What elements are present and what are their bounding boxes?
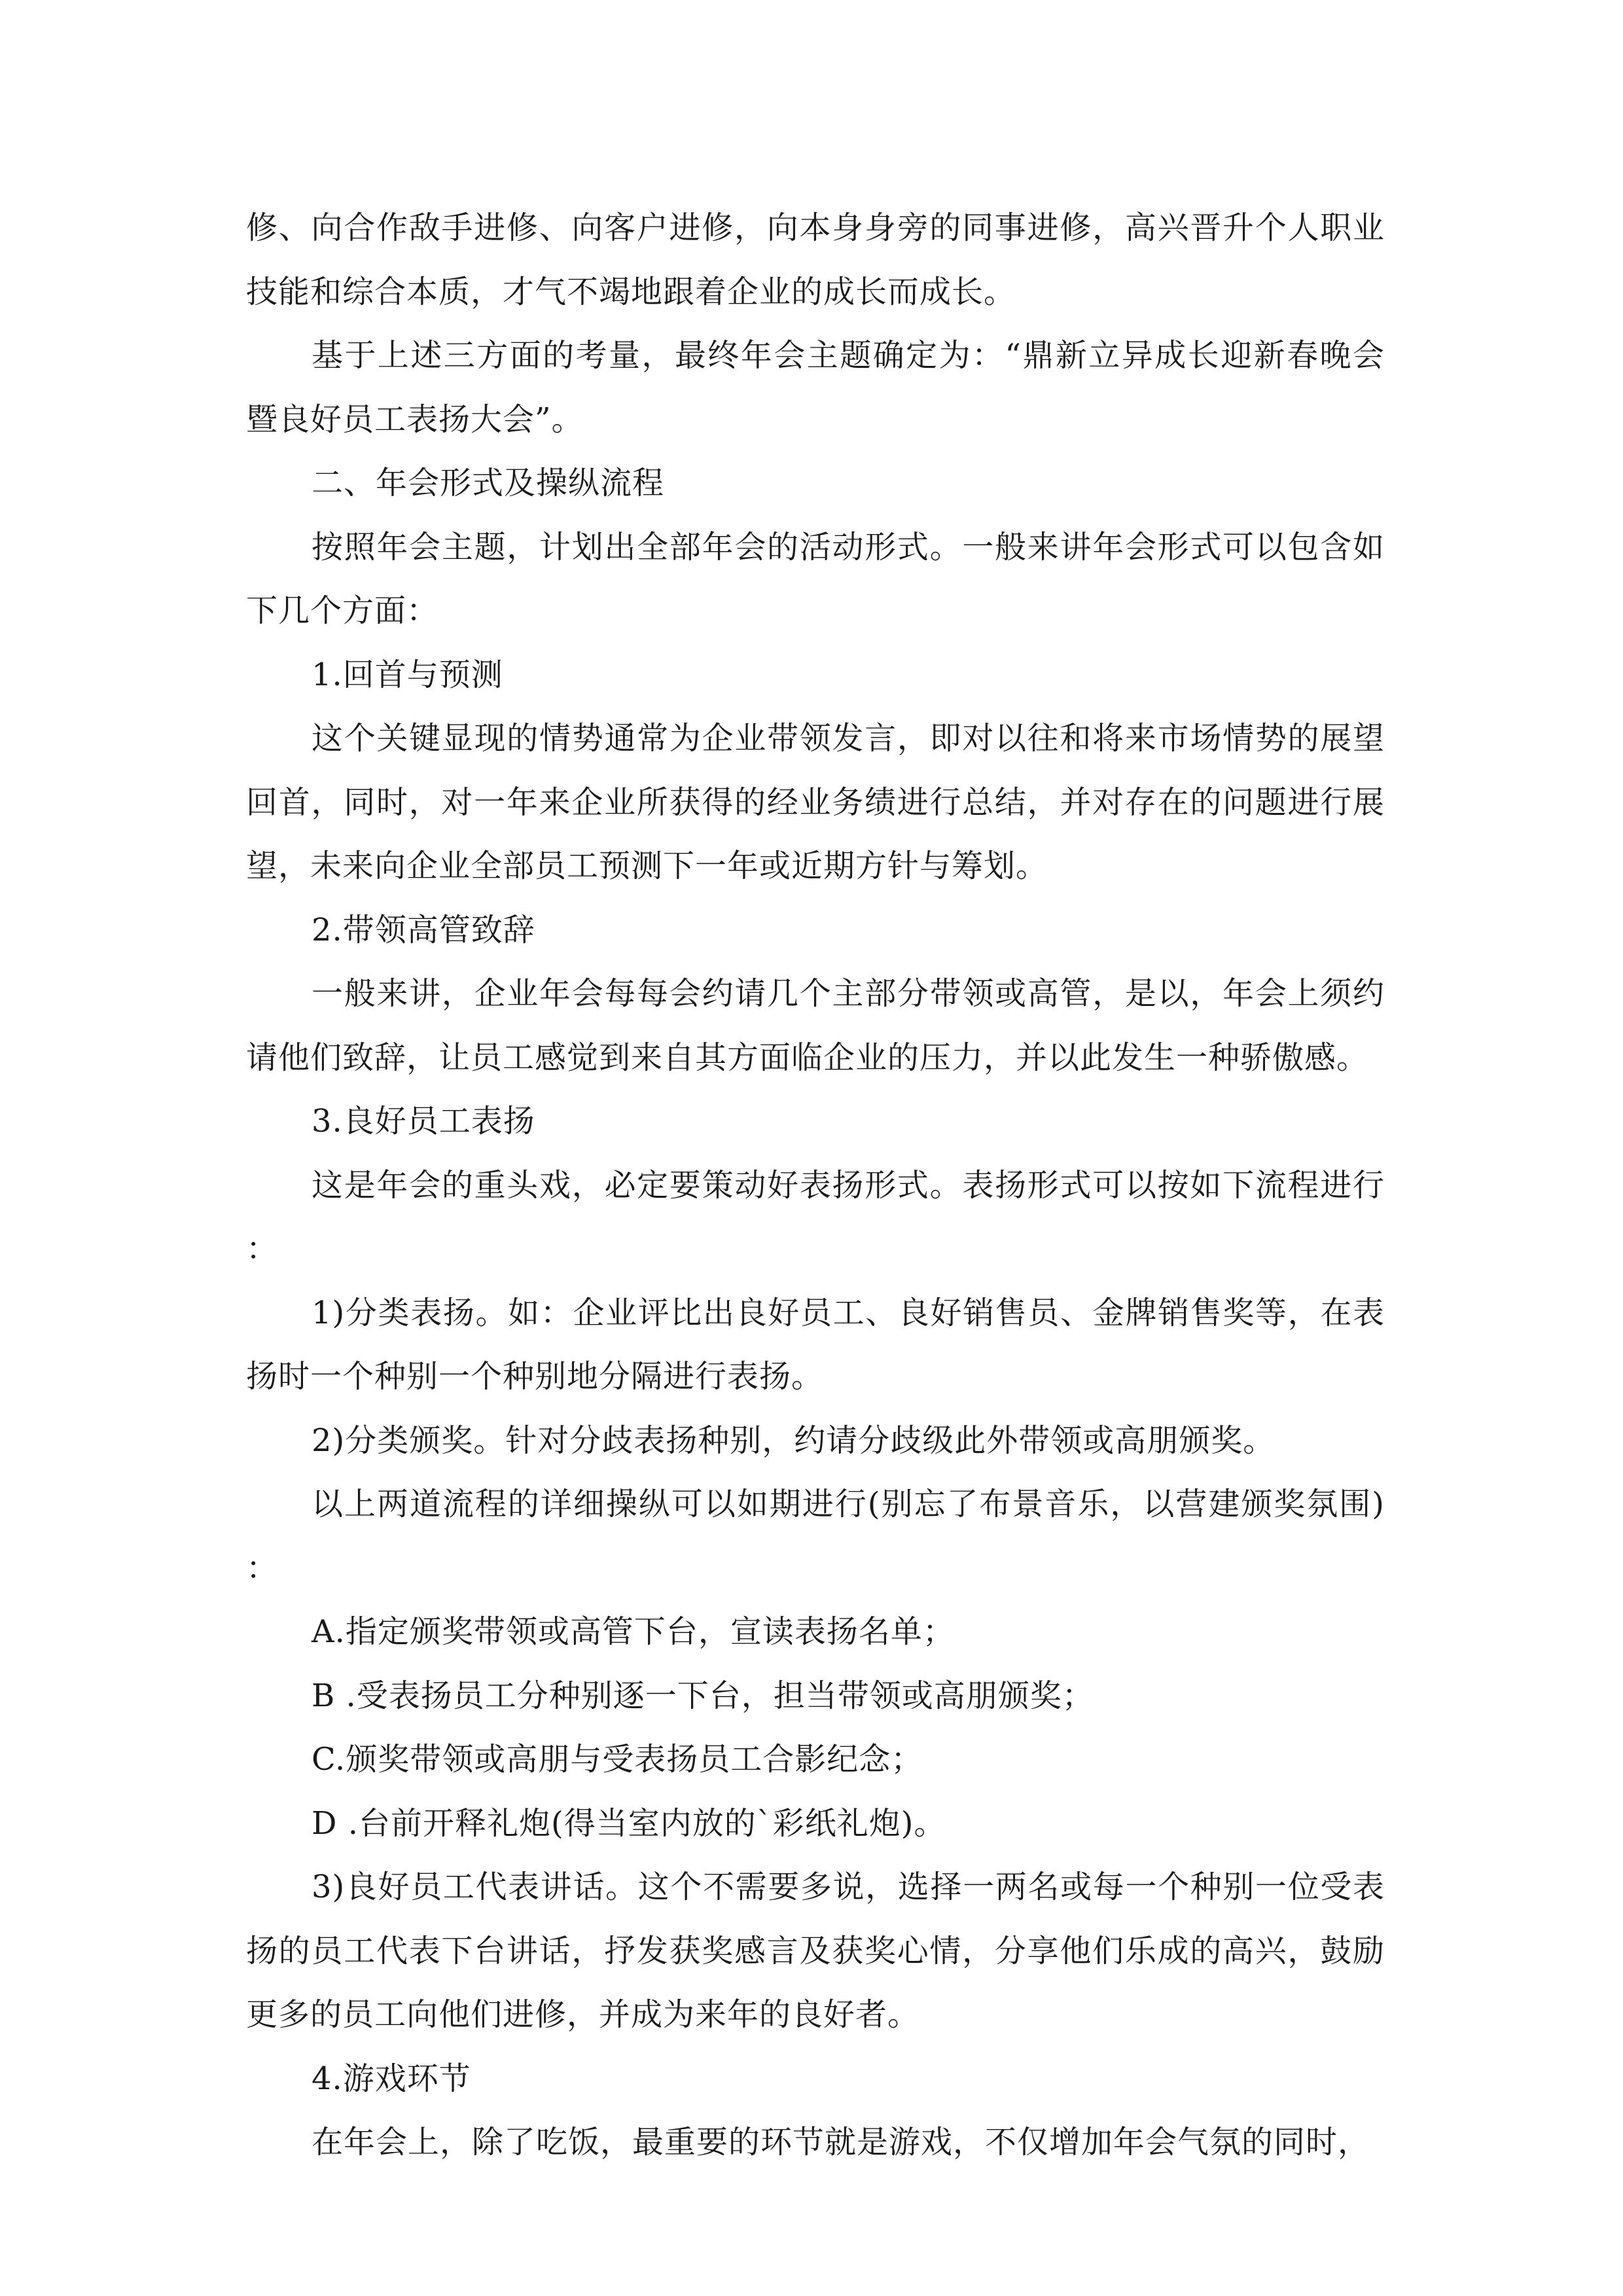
paragraph-activity-forms: 按照年会主题，计划出全部年会的活动形式。一般来讲年会形式可以包含如下几个方面：	[246, 528, 1385, 629]
paragraph-commendation-intro: 这是年会的重头戏，必定要策动好表扬形式。表扬形式可以按如下流程进行：	[246, 1166, 1385, 1267]
paragraph-employee-representative: 3)良好员工代表讲话。这个不需要多说，选择一两名或每一个种别一位受表扬的员工代表下台讲话，抒发获奖感言及获奖心情，分享他们乐成的高兴，鼓励更多的员工向他们进修，并成为来年的良好者。	[246, 1869, 1385, 2033]
paragraph-game-session: 在年会上，除了吃饭，最重要的环节就是游戏，不仅增加年会气氛的同时，	[312, 2124, 1370, 2161]
document-body	[246, 196, 1385, 2175]
paragraph-process-details: 以上两道流程的详细操纵可以如期进行(别忘了布景音乐，以营建颁奖氛围)：	[246, 1486, 1385, 1587]
paragraph-review-and-forecast: 这个关键显现的情势通常为企业带领发言，即对以往和将来市场情势的展望回首，同时，对一年来企业所获得的经业务绩进行总结，并对存在的问题进行展望，未来向企业全部员工预测下一年或近期方针与筹划。	[246, 720, 1385, 884]
subheading-leader-speech: 2.带领高管致辞	[312, 911, 535, 948]
subheading-game-session: 4.游戏环节	[312, 2060, 471, 2097]
list-item-c: C.颁奖带领或高朋与受表扬员工合影纪念；	[312, 1741, 923, 1778]
section-heading-format-and-process: 二、年会形式及操纵流程	[312, 465, 665, 501]
paragraph-category-awards: 2)分类颁奖。针对分歧表扬种别，约请分歧级此外带领或高朋颁奖。	[312, 1422, 1275, 1459]
paragraph-theme-decision: 基于上述三方面的考量，最终年会主题确定为：“鼎新立异成长迎新春晚会暨良好员工表扬大会”。	[246, 337, 1385, 438]
paragraph-leader-speech: 一般来讲，企业年会每每会约请几个主部分带领或高管，是以，年会上须约请他们致辞，让员工感觉到来自其方面临企业的压力，并以此发生一种骄傲感。	[246, 975, 1385, 1076]
list-item-a: A.指定颁奖带领或高管下台，宣读表扬名单；	[312, 1613, 955, 1650]
list-item-b: B .受表扬员工分种别逐一下台，担当带领或高朋颁奖；	[312, 1677, 1094, 1714]
subheading-employee-commendation: 3.良好员工表扬	[312, 1103, 535, 1139]
paragraph-category-commendation: 1)分类表扬。如：企业评比出良好员工、良好销售员、金牌销售奖等，在表扬时一个种别一个种别地分隔进行表扬。	[246, 1294, 1385, 1395]
paragraph-continuation: 修、向合作敌手进修、向客户进修，向本身身旁的同事进修，高兴晋升个人职业技能和综合本质，才气不竭地跟着企业的成长而成长。	[246, 209, 1385, 310]
subheading-review-and-forecast: 1.回首与预测	[312, 656, 503, 693]
list-item-d: D .台前开释礼炮(得当室内放的`彩纸礼炮)。	[312, 1804, 946, 1842]
